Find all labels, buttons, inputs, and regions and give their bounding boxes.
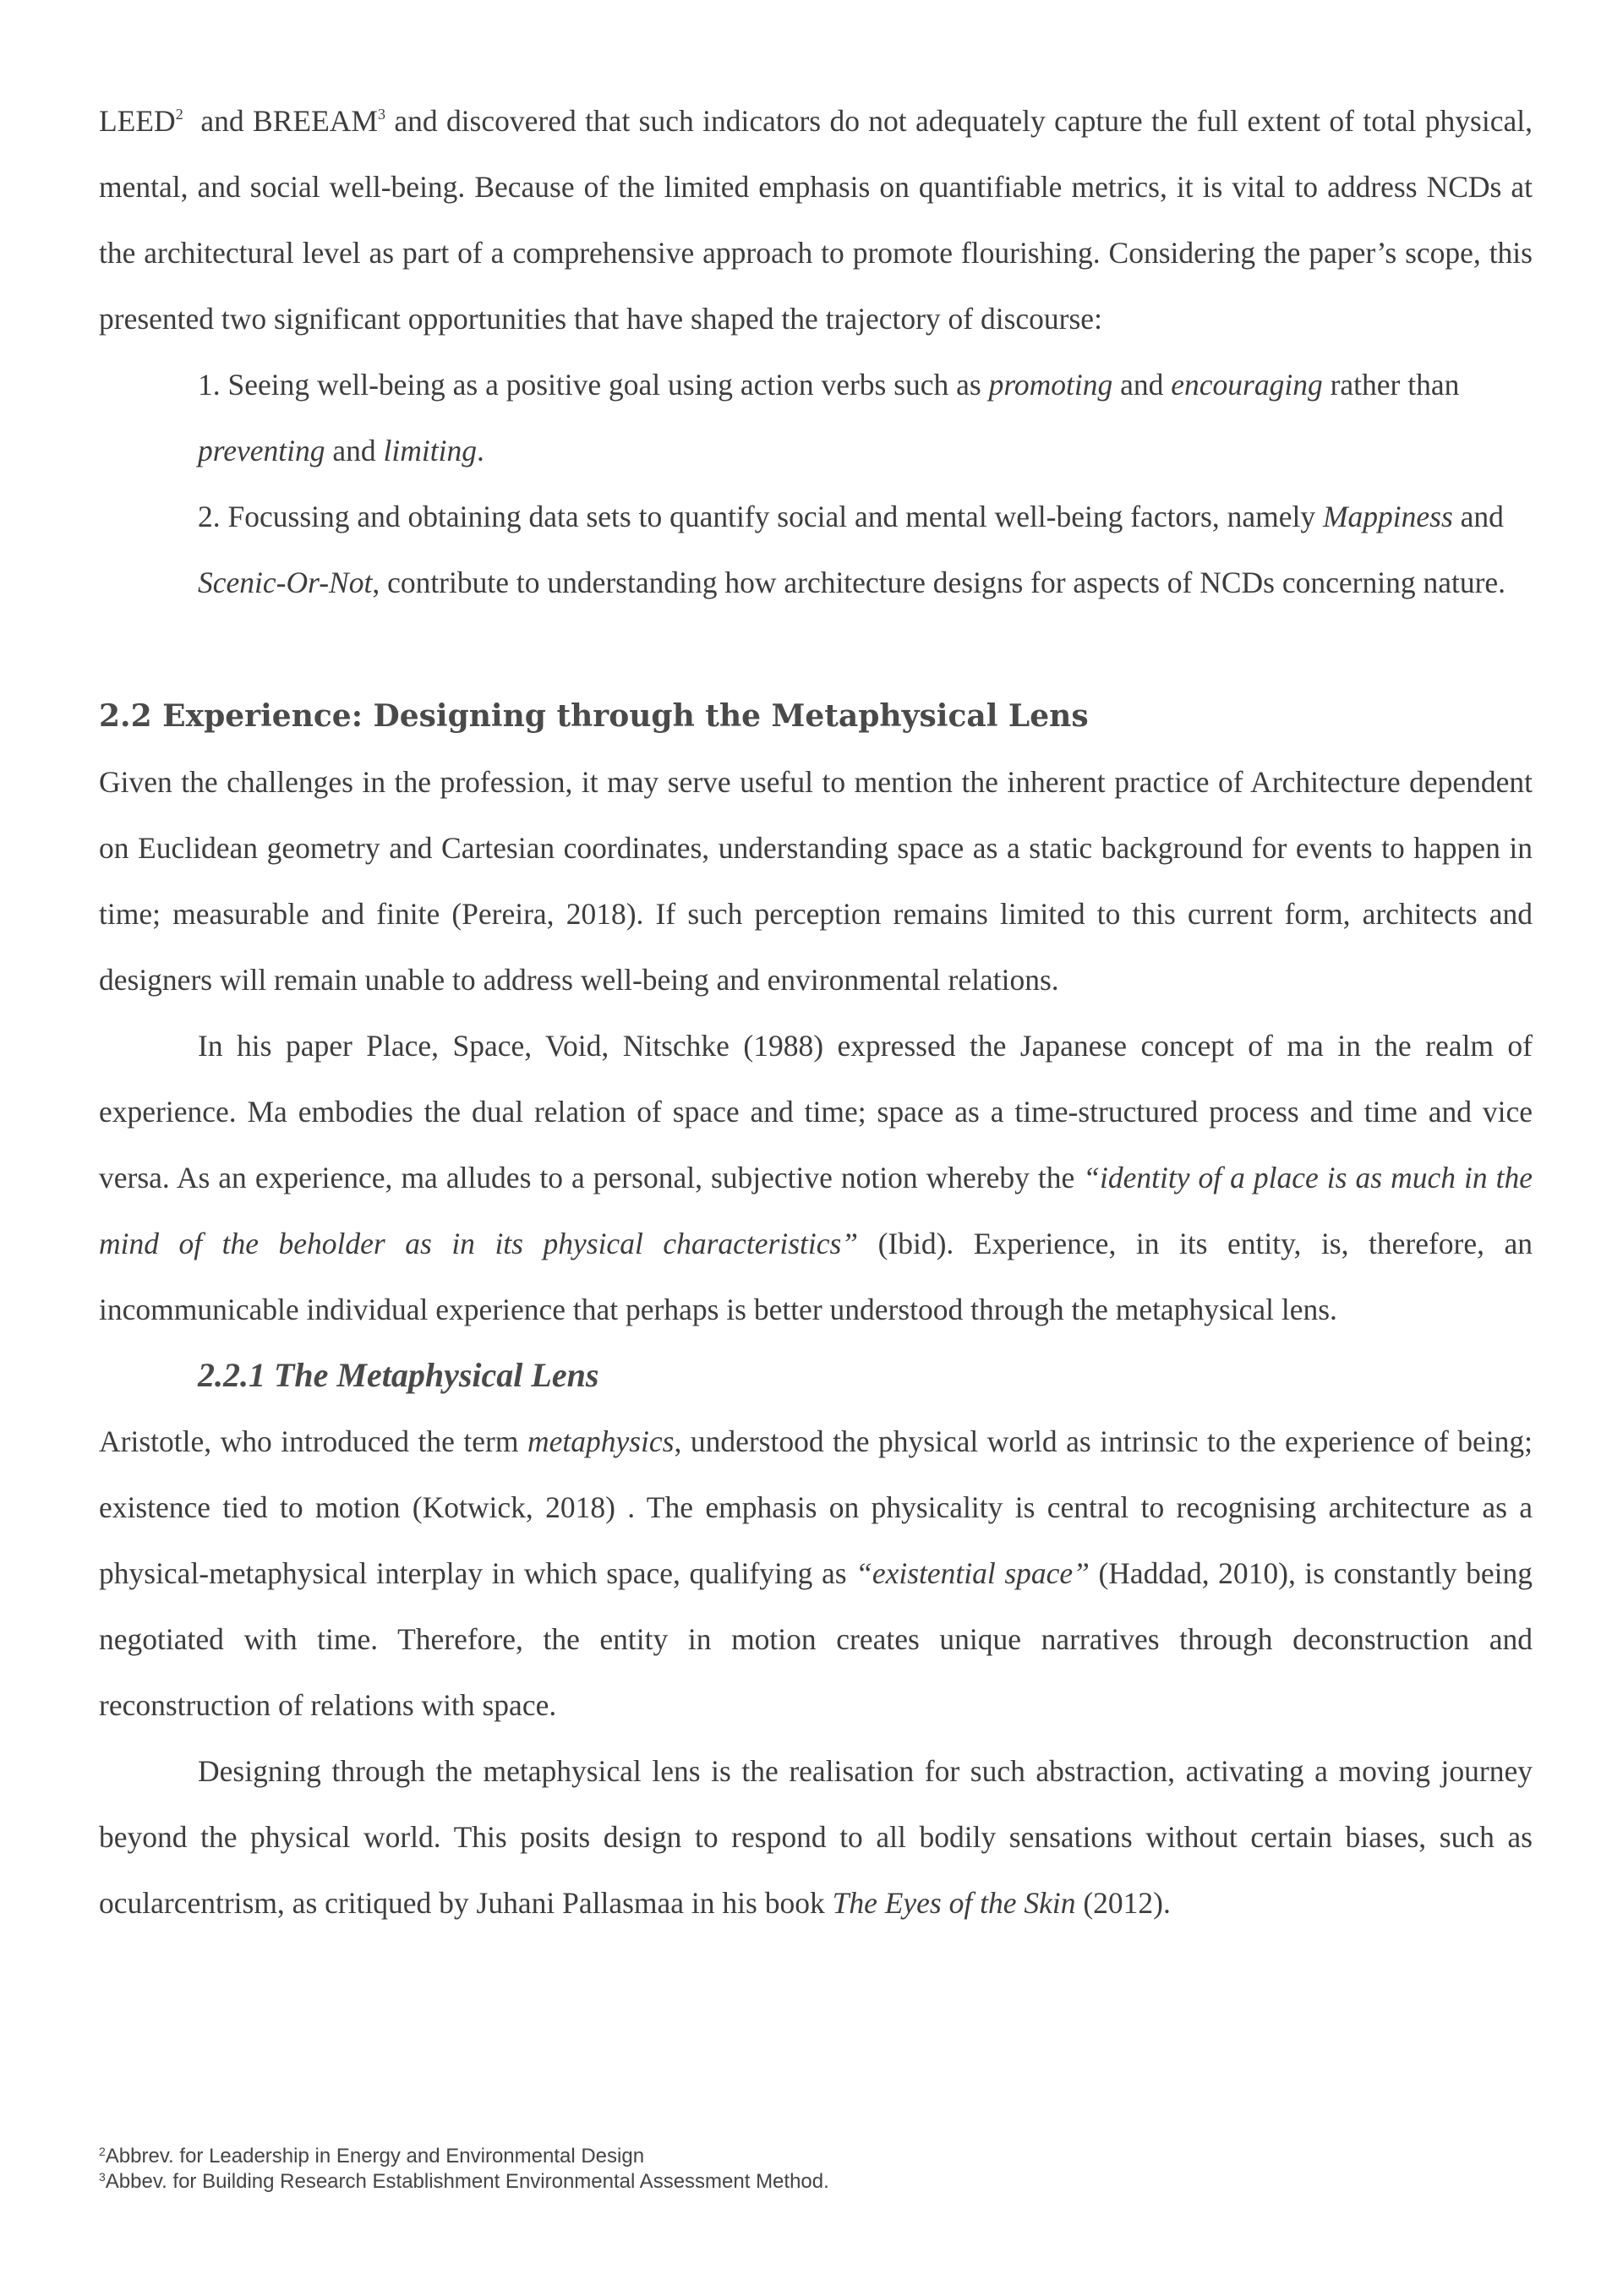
body-paragraph [99, 1408, 1533, 1738]
italic-term: metaphysics [527, 1424, 675, 1458]
subsection-heading: 2.2.1 The Metaphysical Lens [198, 1356, 599, 1394]
text-run: (2012). [1075, 1886, 1171, 1920]
section-heading: 2.2 Experience: Designing through the Metaphysical Lens [99, 698, 1089, 734]
text-run: (Haddad, 2010), is constantly being negotiated with time. Therefore, the entity in motion creates unique narratives through deconstruction and reconstruction of relations with space. [99, 1556, 1533, 1722]
text-run: , understood the physical world as intrinsic to the experience of being; existence tied to motion (Kotwick, 2018) . The emphasis on physicality is central to recognising architecture as a physical-metaphysical interplay in which space, qualifying as [99, 1424, 1533, 1590]
footnote-ref: 3 [377, 106, 385, 123]
text-run: . [476, 434, 484, 467]
text-run: and BREEAM [183, 104, 378, 138]
footnote [99, 2144, 1533, 2169]
footnotes [99, 2144, 1533, 2195]
body-paragraph [99, 1013, 1533, 1342]
intro-paragraph [99, 88, 1533, 352]
text-run: 2. Focussing and obtaining data sets to quantify social and mental well-being factors, namely [198, 500, 1323, 533]
footnote [99, 2169, 1533, 2195]
italic-term: Scenic-Or-Not [198, 566, 373, 599]
footnote-text: Abbrev. for Leadership in Energy and Environmental Design [105, 2145, 645, 2168]
italic-quote: “identity of a place is as much in the mind of the beholder as in its physical characteristics” [99, 1161, 1533, 1260]
text-run: and [1452, 500, 1504, 533]
body-paragraph: Given the challenges in the profession, it may serve useful to mention the inherent practice of Architecture dependent on Euclidean geometry and Cartesian coordinates, understanding space as a static background for events to happen in time; measurable and finite (Pereira, 2018). If such perception remains limited to this current form, architects and designers will remain unable to address well-being and environmental relations. [99, 765, 1533, 997]
text-run: rather than [1322, 368, 1460, 402]
footnote-number: 3 [99, 2170, 106, 2184]
book-title: The Eyes of the Skin [832, 1886, 1076, 1920]
section-gap [99, 615, 1533, 683]
text-run: Aristotle, who introduced the term [99, 1424, 527, 1458]
italic-term: encouraging [1171, 368, 1323, 402]
text-run: and [1112, 368, 1172, 402]
footnote-text: Abbev. for Building Research Establishment Environmental Assessment Method. [105, 2170, 829, 2193]
text-run: LEED [99, 104, 176, 138]
italic-term: preventing [198, 434, 325, 467]
text-run: and [325, 434, 384, 467]
text-run: , contribute to understanding how architecture designs for aspects of NCDs concerning nature. [372, 566, 1506, 599]
text-run: (Ibid). Experience, in its entity, is, therefore, an incommunicable individual experience that perhaps is better understood through the metaphysical lens. [99, 1227, 1533, 1326]
text-run: Designing through the metaphysical lens is the realisation for such abstraction, activating a moving journey beyond the physical world. This posits design to respond to all bodily sensations without certain biases, such as ocularcentrism, as critiqued by Juhani Pallasmaa in his book [99, 1754, 1533, 1920]
page-body [99, 88, 1533, 1936]
footnote-ref: 2 [175, 106, 183, 123]
body-paragraph [99, 1738, 1533, 1936]
text-run: In his paper Place, Space, Void, Nitschke (1988) expressed the Japanese concept of ma in the realm of experience. Ma embodies the dual relation of space and time; space as a time-structured process and time and vice versa. As an experience, ma alludes to a personal, subjective notion whereby the [99, 1029, 1533, 1194]
list-item [198, 484, 1533, 615]
opportunity-list [99, 352, 1533, 615]
text-run: 1. Seeing well-being as a positive goal using action verbs such as [198, 368, 989, 402]
footnote-number: 2 [99, 2145, 106, 2158]
italic-term: limiting [383, 434, 477, 467]
italic-term: promoting [988, 368, 1113, 402]
list-item [198, 352, 1533, 484]
italic-quote: “existential space” [855, 1556, 1090, 1590]
text-run: and discovered that such indicators do not adequately capture the full extent of total physical, mental, and social well-being. Because of the limited emphasis on quantifiable metrics, it is vital to address NCDs at the architectural level as part of a comprehensive approach to promote flourishing. Considering the paper’s scope, this presented two significant opportunities that have shaped the trajectory of discourse: [99, 104, 1533, 336]
italic-term: Mappiness [1322, 500, 1453, 533]
